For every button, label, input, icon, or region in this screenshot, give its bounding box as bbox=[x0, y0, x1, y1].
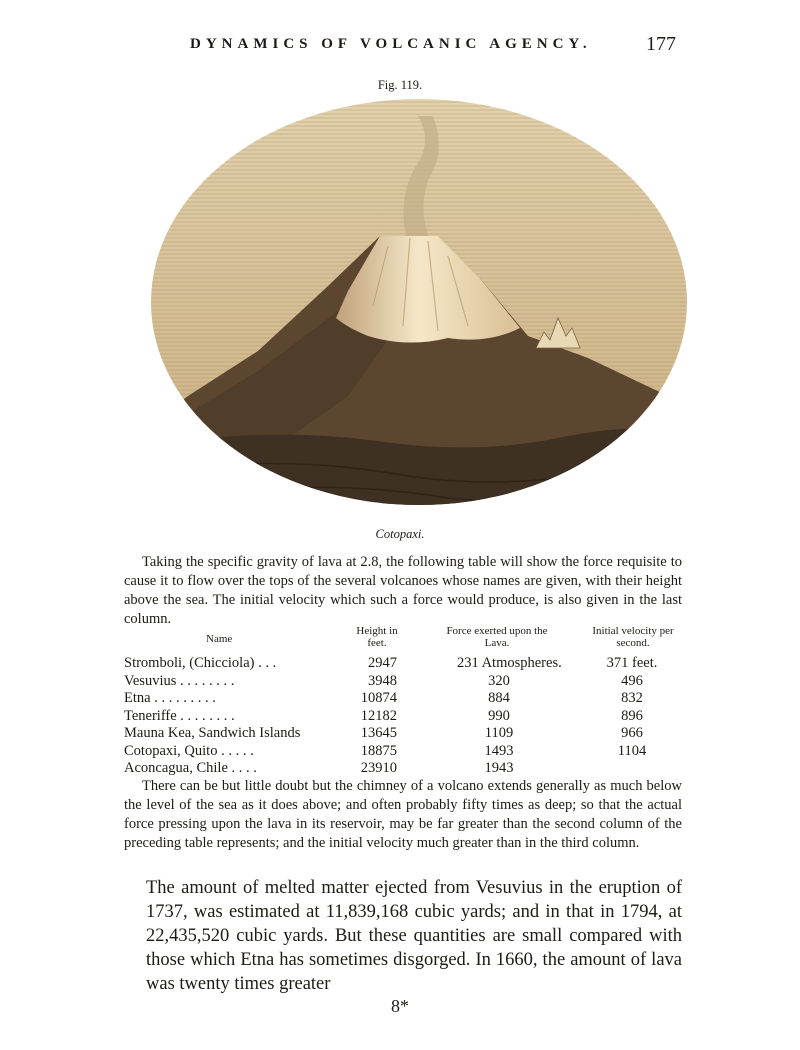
cell-velocity: 896 bbox=[621, 707, 643, 724]
table-row bbox=[124, 673, 684, 691]
cell-force: 320 bbox=[488, 672, 510, 689]
cell-name: Vesuvius . . . . . . . . bbox=[124, 672, 235, 689]
cell-velocity: 1104 bbox=[617, 742, 647, 759]
header-height: Height in feet. bbox=[356, 625, 398, 649]
cell-height: 23910 bbox=[360, 760, 397, 776]
cell-velocity: 496 bbox=[621, 672, 643, 689]
cell-velocity: 371 feet. bbox=[606, 655, 658, 671]
cell-height: 3948 bbox=[368, 672, 397, 689]
cell-height: 18875 bbox=[360, 742, 397, 759]
cell-force: 990 bbox=[488, 707, 510, 724]
figure-label: Fig. 119. bbox=[377, 78, 423, 92]
cell-force: 1109 bbox=[484, 725, 514, 741]
cotopaxi-illustration bbox=[148, 96, 690, 524]
note-paragraph: There can be but little doubt but the chimney of a volcano extends generally as much below the level of the sea as it does above; and often probably fifty times as deep; so that the actual force pressing upon the lava in its reservoir, may be far greater than the second column of the preceding table represents; and the initial velocity much greater than in the third column. bbox=[124, 778, 682, 851]
header-velocity: Initial velocity per second. bbox=[592, 625, 674, 649]
running-head: DYNAMICS OF VOLCANIC AGENCY. bbox=[190, 36, 592, 52]
cell-name: Cotopaxi, Quito . . . . . bbox=[124, 742, 254, 759]
header-name: Name bbox=[206, 633, 233, 645]
cell-height: 12182 bbox=[360, 707, 397, 724]
cell-force: 231 Atmospheres. bbox=[457, 655, 562, 671]
volcano-table bbox=[124, 625, 684, 778]
header-force: Force exerted upon the Lava. bbox=[446, 625, 548, 649]
figure-caption: Cotopaxi. bbox=[375, 527, 425, 541]
cell-velocity: 966 bbox=[621, 725, 643, 741]
table-row bbox=[124, 708, 684, 726]
intro-paragraph: Taking the specific gravity of lava at 2.8, the following table will show the force requisite to cause it to flow over the tops of the several volcanoes whose names are given, with their height above the sea. The initial velocity which such a force would produce, is also given in the last column. bbox=[124, 554, 682, 627]
cell-height: 13645 bbox=[360, 725, 397, 741]
page-number: 177 bbox=[646, 33, 676, 55]
cell-force: 884 bbox=[488, 690, 510, 706]
body-paragraph: The amount of melted matter ejected from Vesuvius in the eruption of 1737, was estimated at 11,839,168 cubic yards; and in that in 1794, at 22,435,520 cubic yards. But these quantities are small compared with those which Etna has sometimes disgorged. In 1660, the amount of lava was twenty times greater bbox=[146, 878, 682, 994]
signature-mark: 8* bbox=[391, 996, 409, 1016]
table-row bbox=[124, 760, 684, 778]
cell-force: 1493 bbox=[484, 742, 514, 759]
cell-force: 1943 bbox=[484, 760, 514, 776]
cell-height: 2947 bbox=[368, 655, 397, 671]
cell-name: Etna . . . . . . . . . bbox=[124, 690, 216, 706]
table-header bbox=[124, 625, 684, 655]
table-row bbox=[124, 725, 684, 743]
cell-velocity: 832 bbox=[621, 690, 643, 706]
cell-name: Stromboli, (Chicciola) . . . bbox=[124, 655, 277, 671]
cell-name: Aconcagua, Chile . . . . bbox=[124, 760, 257, 776]
cell-name: Mauna Kea, Sandwich Islands bbox=[124, 725, 301, 741]
table-row bbox=[124, 690, 684, 708]
cell-height: 10874 bbox=[360, 690, 397, 706]
table-row bbox=[124, 743, 684, 761]
table-row bbox=[124, 655, 684, 673]
cell-name: Teneriffe . . . . . . . . bbox=[124, 707, 235, 724]
